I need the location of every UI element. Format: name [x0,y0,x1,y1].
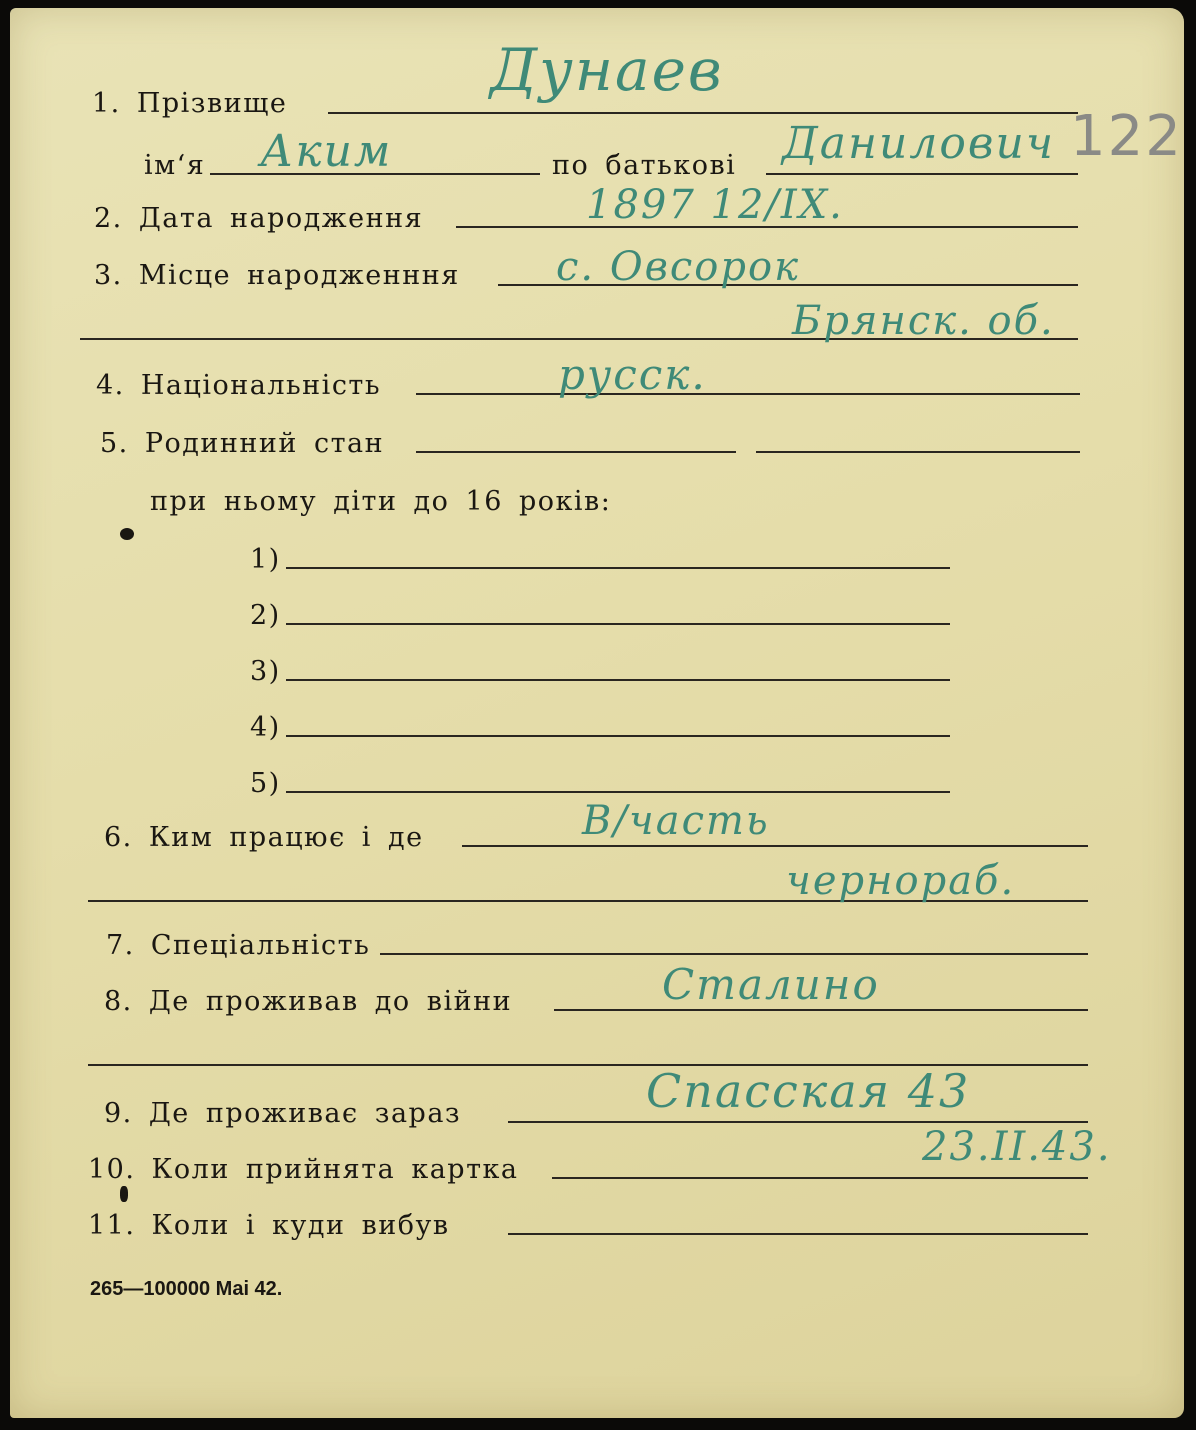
child-4-line [286,735,950,737]
nationality-label: 4. Національність [96,370,382,401]
surname-value: Дунаев [490,36,724,104]
record-number: 122 [1070,104,1183,169]
departure-label: 11. Коли і куди вибув [88,1210,450,1241]
printer-imprint: 265—100000 Mai 42. [90,1278,283,1300]
registration-card [10,8,1184,1418]
patronymic-line [766,173,1078,175]
work-value-2: чернораб. [786,858,1016,904]
current-residence-value: Спасская 43 [646,1064,971,1118]
child-4-label: 4) [250,712,281,743]
child-3-label: 3) [250,656,281,687]
departure-line [508,1233,1088,1235]
marital-status-label: 5. Родинний стан [100,428,385,459]
prewar-residence-line [554,1009,1088,1011]
birth-date-label: 2. Дата народження [94,203,424,234]
work-line [462,845,1088,847]
child-2-label: 2) [250,600,281,631]
marital-status-line-a [416,451,736,453]
surname-line [328,112,1078,114]
birth-place-value-1: с. Овсорок [556,244,800,290]
first-name-value: Аким [260,126,393,177]
child-2-line [286,623,950,625]
ink-spot [120,1186,128,1202]
child-1-label: 1) [250,544,281,575]
ink-spot [120,528,134,540]
card-accepted-label: 10. Коли прийнята картка [88,1154,519,1185]
surname-label: 1. Прізвище [92,88,288,119]
first-name-label: ім‘я [144,150,206,181]
patronymic-label: по батькові [552,150,737,181]
work-value-1: В/часть [582,798,770,844]
marital-status-line-b [756,451,1080,453]
prewar-residence-label: 8. Де проживав до війни [104,986,513,1017]
birth-date-value: 1897 12/IX. [586,182,844,228]
work-label: 6. Ким працює і де [104,822,424,853]
birth-place-label: 3. Місце народженння [94,260,460,291]
child-3-line [286,679,950,681]
specialty-label: 7. Спеціальність [106,930,371,961]
specialty-line [380,953,1088,955]
child-1-line [286,567,950,569]
nationality-value: русск. [558,350,707,399]
current-residence-line [508,1121,1088,1123]
patronymic-value: Данилович [782,118,1056,169]
prewar-residence-value: Сталино [662,960,880,1009]
birth-place-value-2: Брянск. об. [792,298,1055,344]
card-accepted-line [552,1177,1088,1179]
child-5-label: 5) [250,768,281,799]
nationality-line [416,393,1080,395]
children-label: при ньому діти до 16 років: [150,486,612,517]
child-5-line [286,791,950,793]
card-accepted-value: 23.II.43. [922,1124,1112,1170]
current-residence-label: 9. Де проживає зараз [104,1098,462,1129]
